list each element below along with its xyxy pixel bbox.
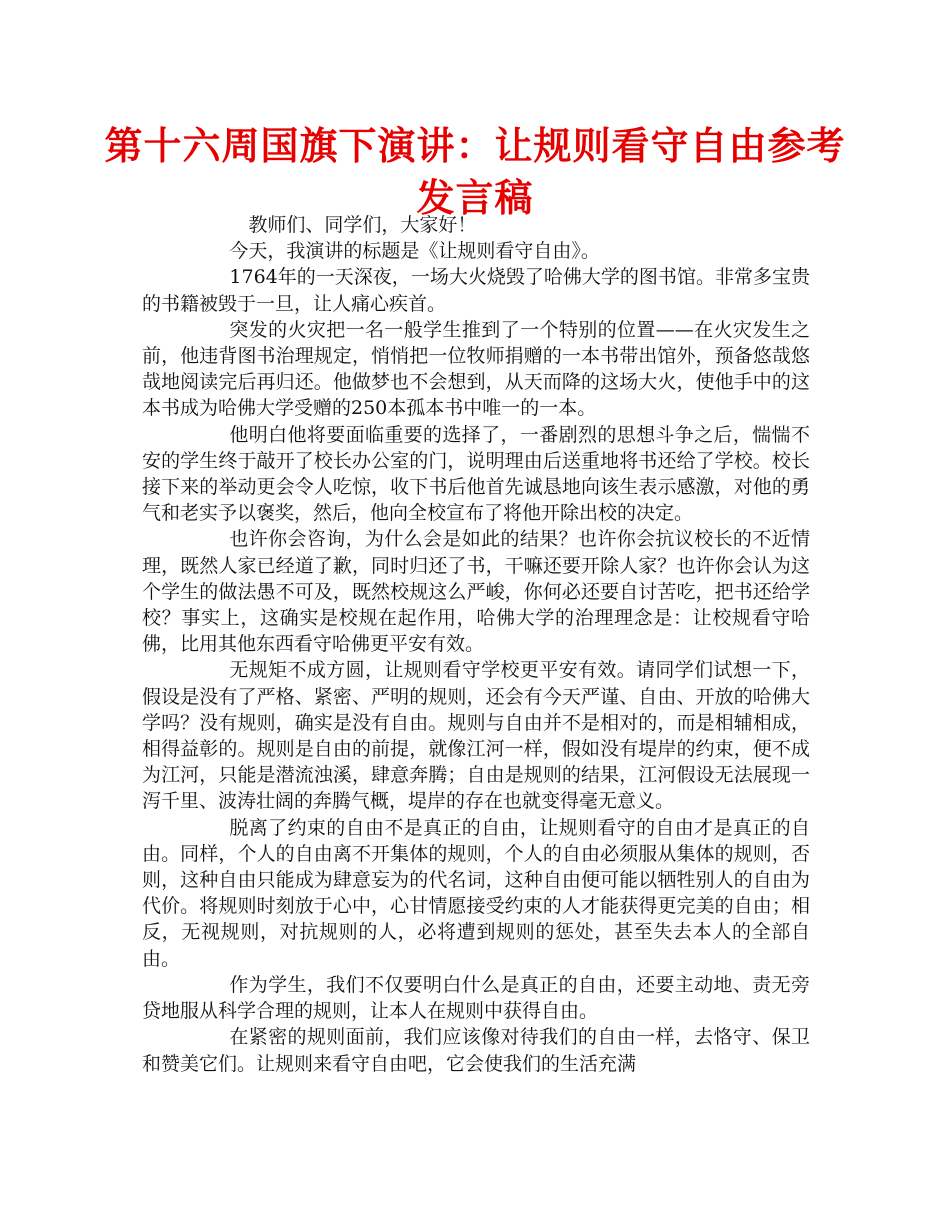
paragraph: 无规矩不成方圆，让规则看守学校更平安有效。请同学们试想一下，假设是没有了严格、紧密、严明的规则，还会有今天严谨、自由、开放的哈佛大学吗？没有规则，确实是没有自由。规则与自由并不是相对的，而是相辅相成，相得益彰的。规则是自由的前提，就像江河一样，假如没有堤岸的约束，便不成为江河，只能是潜流浊溪，肆意奔腾；自由是规则的结果，江河假设无法展现一泻千里、波涛壮阔的奔腾气概，堤岸的存在也就变得毫无意义。 (142, 659, 810, 813)
paragraph: 脱离了约束的自由不是真正的自由，让规则看守的自由才是真正的自由。同样，个人的自由离不开集体的规则，个人的自由必须服从集体的规则，否则，这种自由只能成为肆意妄为的代名词，这种自由便可能以牺牲别人的自由为代价。将规则时刻放于心中，心甘情愿接受约束的人才能获得更完美的自由；相反，无视规则，对抗规则的人，必将遭到规则的惩处，甚至失去本人的全部自由。 (142, 816, 810, 970)
paragraph-greeting: 教师们、同学们，大家好！ (248, 214, 477, 236)
document-body (142, 212, 810, 1077)
paragraph: 也许你会咨询，为什么会是如此的结果？也许你会抗议校长的不近情理，既然人家已经道了歉，同时归还了书，干嘛还要开除人家？也许你会认为这个学生的做法愚不可及，既然校规这么严峻，你何必还要自讨苦吃，把书还给学校？事实上，这确实是校规在起作用，哈佛大学的治理理念是：让校规看守哈佛，比用其他东西看守哈佛更平安有效。 (142, 528, 810, 656)
paragraph: 突发的火灾把一名一般学生推到了一个特别的位置——在火灾发生之前，他违背图书治理规定，悄悄把一位牧师捐赠的一本书带出馆外，预备悠哉悠哉地阅读完后再归还。他做梦也不会想到，从天而降的这场大火，使他手中的这本书成为哈佛大学受赠的250本孤本书中唯一的一本。 (142, 318, 810, 420)
paragraph: 他明白他将要面临重要的选择了，一番剧烈的思想斗争之后，惴惴不安的学生终于敲开了校长办公室的门，说明理由后送重地将书还给了学校。校长接下来的举动更会令人吃惊，收下书后他首先诚恳地向该生表示感激，对他的勇气和老实予以褒奖，然后，他向全校宣布了将他开除出校的决定。 (142, 423, 810, 525)
document-title: 第十六周国旗下演讲：让规则看守自由参考发言稿 (104, 124, 846, 220)
paragraph: 1764年的一天深夜，一场大火烧毁了哈佛大学的图书馆。非常多宝贵的书籍被毁于一旦，让人痛心疾首。 (142, 266, 810, 315)
paragraph: 在紧密的规则面前，我们应该像对待我们的自由一样，去恪守、保卫和赞美它们。让规则来看守自由吧，它会使我们的生活充满 (142, 1026, 810, 1075)
paragraph: 作为学生，我们不仅要明白什么是真正的自由，还要主动地、责无旁贷地服从科学合理的规则，让本人在规则中获得自由。 (142, 973, 810, 1023)
paragraph: 今天，我演讲的标题是《让规则看守自由》。 (229, 240, 600, 263)
